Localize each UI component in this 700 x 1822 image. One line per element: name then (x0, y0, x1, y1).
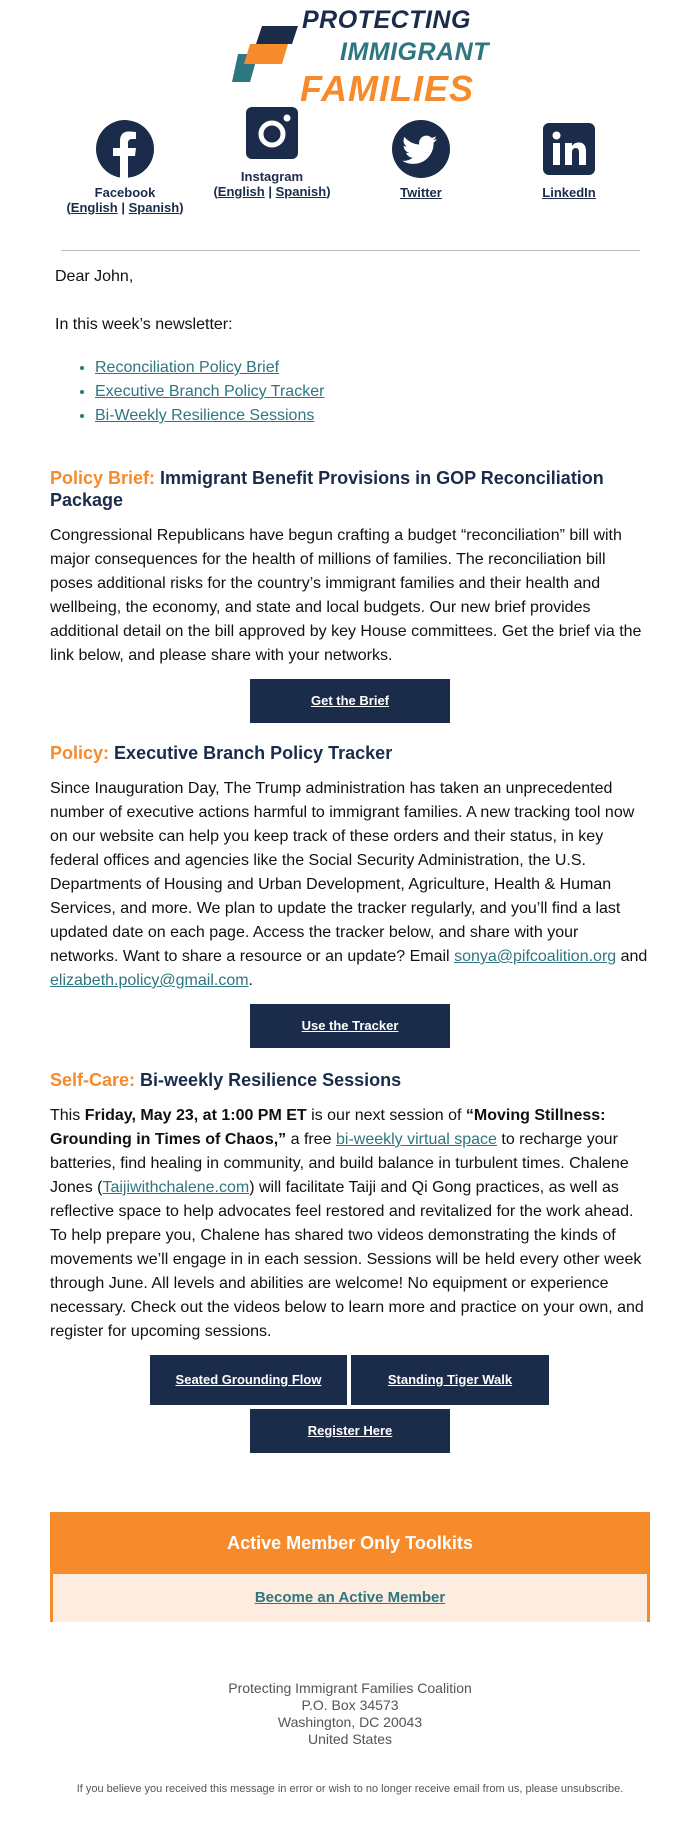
seated-grounding-button[interactable] (150, 1355, 347, 1405)
and-text: and (620, 948, 648, 965)
section-resilience (50, 1069, 650, 1453)
session-date: Friday, May 23, at 1:00 PM ET (84, 1107, 307, 1124)
divider (61, 250, 640, 251)
intro-text: In this week’s newsletter: (55, 316, 233, 333)
register-button[interactable] (250, 1409, 450, 1453)
section-kicker: Policy Brief: (50, 468, 156, 488)
section-title: Immigrant Benefit Provisions in GOP Reconciliation Package (50, 468, 604, 510)
section-title: Executive Branch Policy Tracker (114, 743, 393, 763)
unsubscribe-text: If you believe you received this message in error or wish to no longer receive email from us, please unsubscribe. (76, 1783, 624, 1795)
section-policy-tracker (50, 742, 650, 1048)
social-facebook: Facebook (English | Spanish) (55, 120, 195, 215)
register-label: Register Here (307, 1423, 393, 1438)
section-kicker: Policy: (50, 743, 110, 763)
section-heading (50, 1069, 650, 1091)
period-text: . (248, 972, 253, 989)
linkedin-link[interactable]: LinkedIn (542, 185, 596, 200)
section-body (50, 777, 650, 993)
toc-list (58, 356, 324, 428)
list-item (95, 380, 324, 404)
get-brief-button[interactable] (250, 679, 450, 723)
taiji-link[interactable]: Taijiwithchalene.com (102, 1179, 250, 1196)
list-item (95, 356, 324, 380)
standing-tiger-label: Standing Tiger Walk (387, 1372, 513, 1387)
logo-line-3: FAMILIES (300, 68, 475, 109)
member-toolkit-box (50, 1512, 650, 1622)
facebook-label: Facebook (94, 185, 156, 200)
standing-tiger-button[interactable] (351, 1355, 549, 1405)
separator: | (268, 184, 272, 199)
footer-po-box: P.O. Box 34573 (301, 1697, 399, 1713)
member-box-title: Active Member Only Toolkits (53, 1515, 647, 1571)
section-body (50, 1104, 650, 1344)
virtual-space-link[interactable]: bi-weekly virtual space (335, 1131, 497, 1148)
instagram-english-link[interactable]: English (217, 184, 265, 199)
become-member-link[interactable]: Become an Active Member (254, 1589, 446, 1606)
section-kicker: Self-Care: (50, 1070, 136, 1090)
text: to recharge your batteries, find healing in community, and build balance in turbulent times. Chalene Jones ( (50, 1131, 629, 1196)
facebook-icon[interactable] (96, 120, 154, 178)
social-instagram: Instagram (English | Spanish) (202, 104, 342, 199)
text: is our next session of (311, 1107, 462, 1124)
tracker-text: Since Inauguration Day, The Trump administration has taken an unprecedented number of executive actions harmful to immigrant families. A new tracking tool now on our website can help you keep track of these orders and their status, in key federal offices and agencies like the Social Security Administration, the U.S. Departments of Housing and Urban Development, Agriculture, Health & Human Services, and more. We plan to update the tracker regularly, and you’ll find a last updated date on each page. Access the tracker below, and share with your networks. Want to share a resource or an update? Email (50, 780, 635, 965)
section-heading (50, 467, 650, 511)
social-twitter (351, 120, 491, 200)
section-heading (50, 742, 650, 764)
text: This (50, 1107, 81, 1124)
section-policy-brief (50, 467, 650, 723)
logo-line-2: IMMIGRANT (340, 38, 489, 66)
list-item (95, 404, 324, 428)
footer-city: Washington, DC 20043 (277, 1714, 423, 1730)
member-box-link-area (53, 1571, 647, 1622)
toc-link-reconciliation[interactable]: Reconciliation Policy Brief (95, 359, 280, 376)
footer-address (0, 1680, 700, 1748)
footer-country: United States (307, 1731, 393, 1747)
twitter-link[interactable]: Twitter (400, 185, 442, 200)
instagram-spanish-link[interactable]: Spanish (275, 184, 327, 199)
instagram-label: Instagram (240, 169, 304, 184)
seated-grounding-label: Seated Grounding Flow (175, 1372, 322, 1387)
logo-line-1: PROTECTING (302, 6, 471, 34)
footer-org: Protecting Immigrant Families Coalition (228, 1680, 472, 1696)
get-brief-label: Get the Brief (310, 693, 389, 708)
section-title: Bi-weekly Resilience Sessions (140, 1070, 402, 1090)
session-title: “Moving Stillness: Grounding in Times of Chaos,” (50, 1107, 606, 1148)
social-linkedin (499, 120, 639, 200)
facebook-english-link[interactable]: English (70, 200, 118, 215)
social-links (55, 120, 645, 230)
text: ) will facilitate Taiji and Qi Gong practices, as well as reflective space to help advocates feel restored and revitalized for the work ahead. To help prepare you, Chalene has shared two videos demonstrating the kinds of movements we’ll engage in in each session. Sessions will be held every other week through June. All levels and abilities are welcome! No equipment or experience necessary. Check out the videos below to learn more and practice on your own, and register for upcoming sessions. (50, 1179, 644, 1340)
use-tracker-button[interactable] (250, 1004, 450, 1048)
linkedin-icon[interactable] (540, 120, 598, 178)
greeting: Dear John, (55, 268, 134, 285)
text: a free (290, 1131, 332, 1148)
separator: | (121, 200, 125, 215)
facebook-spanish-link[interactable]: Spanish (128, 200, 180, 215)
logo (232, 4, 489, 109)
email-link-elizabeth[interactable]: elizabeth.policy@gmail.com (50, 972, 249, 989)
section-body: Congressional Republicans have begun crafting a budget “reconciliation” bill with major consequences for the health of millions of families. The reconciliation bill poses additional risks for the country’s immigrant families and their health and wellbeing, the economy, and state and local budgets. Our new brief provides additional detail on the bill approved by key House committees. Get the brief via the link below, and please share with your networks. (50, 527, 642, 664)
toc-link-resilience[interactable]: Bi-Weekly Resilience Sessions (95, 407, 315, 424)
toc-link-tracker[interactable]: Executive Branch Policy Tracker (95, 383, 325, 400)
email-link-sonya[interactable]: sonya@pifcoalition.org (454, 948, 617, 965)
twitter-icon[interactable] (392, 120, 450, 178)
use-tracker-label: Use the Tracker (301, 1018, 399, 1033)
instagram-icon[interactable] (243, 104, 301, 162)
video-buttons (50, 1355, 650, 1407)
